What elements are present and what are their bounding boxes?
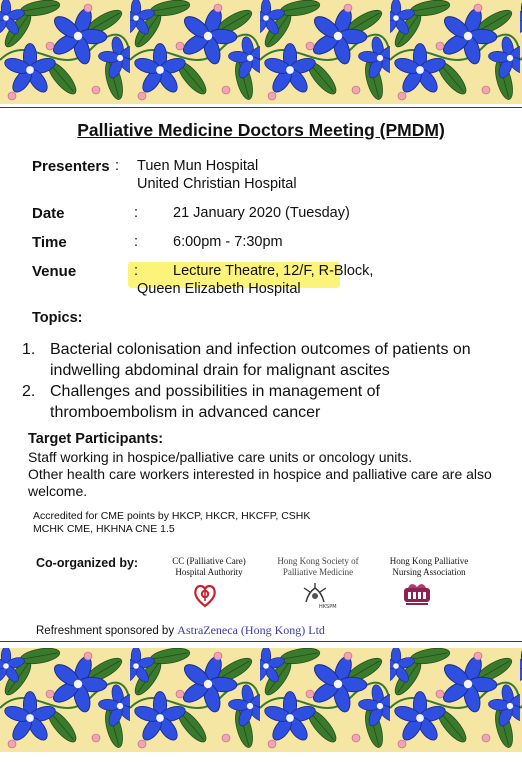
org-name-line: CC (Palliative Care) xyxy=(172,556,246,566)
date-colon: : xyxy=(134,205,139,221)
org-hksp-medicine xyxy=(263,556,373,578)
venue-line-1: Lecture Theatre, 12/F, R-Block, xyxy=(173,263,374,279)
org-name-line: Hong Kong Palliative xyxy=(389,556,469,566)
sponsor-line xyxy=(36,623,325,638)
topic-item-1 xyxy=(22,339,502,381)
page-title: Palliative Medicine Doctors Meeting (PMDM) xyxy=(77,120,445,140)
cme-line-2: MCHK CME, HKHNA CNE 1.5 xyxy=(33,523,175,535)
target-line-2: Other health care workers interested in hospice and palliative care are also welcome. xyxy=(28,466,492,499)
date-label: Date xyxy=(32,205,65,222)
bottom-floral-banner xyxy=(0,648,522,752)
svg-text:HKSPM: HKSPM xyxy=(319,604,337,610)
topic-number: 1. xyxy=(22,341,36,358)
presenter-1: Tuen Mun Hospital xyxy=(137,158,259,174)
time-value: 6:00pm - 7:30pm xyxy=(173,234,283,250)
org-name-line: Hong Kong Society of xyxy=(277,556,359,566)
venue-colon: : xyxy=(134,263,139,279)
top-divider xyxy=(0,107,522,108)
topic-text: Challenges and possibilities in management of thromboembolism in advanced cancer xyxy=(50,383,380,421)
topics-heading: Topics: xyxy=(32,310,83,326)
hospital-authority-logo xyxy=(192,582,218,608)
org-name-line: Nursing Association xyxy=(392,567,466,577)
venue-label: Venue xyxy=(32,263,77,280)
topic-number: 2. xyxy=(22,383,36,400)
presenters-label: Presenters xyxy=(32,158,110,175)
time-label: Time xyxy=(32,234,67,251)
org-name-line: Palliative Medicine xyxy=(282,567,354,577)
coorganized-label: Co-organized by: xyxy=(36,556,139,570)
sponsor-name: AstraZeneca (Hong Kong) Ltd xyxy=(177,623,325,637)
floral-border-image xyxy=(0,0,522,104)
presenters-colon: : xyxy=(115,158,120,174)
floral-border-image xyxy=(0,648,522,752)
hkpna-logo xyxy=(402,582,432,608)
date-value: 21 January 2020 (Tuesday) xyxy=(173,205,350,221)
presenter-2: United Christian Hospital xyxy=(137,176,297,192)
cme-line-1: Accredited for CME points by HKCP, HKCR, HKCFP, CSHK xyxy=(33,510,311,522)
topic-text: Bacterial colonisation and infection outcomes of patients on indwelling abdominal drain for malignant ascites xyxy=(50,341,471,379)
bottom-divider xyxy=(0,641,522,642)
target-heading: Target Participants: xyxy=(28,431,164,447)
sponsor-prefix: Refreshment sponsored by xyxy=(36,625,178,637)
hksp-medicine-logo xyxy=(300,580,337,610)
target-line-1: Staff working in hospice/palliative care units or oncology units. xyxy=(28,449,413,465)
org-hkpna xyxy=(374,556,484,578)
time-colon: : xyxy=(134,234,139,250)
org-name-line: Hospital Authority xyxy=(175,567,243,577)
top-floral-banner xyxy=(0,0,522,104)
topic-item-2 xyxy=(22,381,502,423)
org-hospital-authority xyxy=(154,556,264,578)
venue-line-2: Queen Elizabeth Hospital xyxy=(137,281,301,297)
